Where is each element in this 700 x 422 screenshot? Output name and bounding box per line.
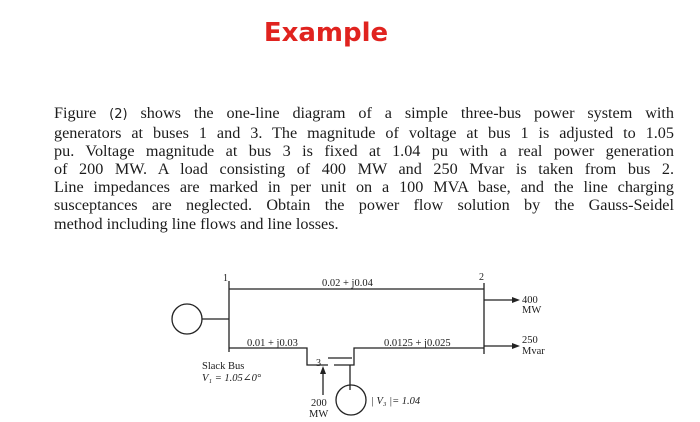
gen-3-p-value: 200 [311,398,327,409]
paragraph-line-start: Figure [54,104,110,122]
line-2-3 [334,348,484,365]
load-q-arrowhead-icon [512,343,520,349]
paragraph-line: method including line flows and line losses. [54,214,339,233]
paragraph-line: Line impedances are marked in per unit on a 100 MVA base, and the line charging [54,178,674,197]
impedance-1-2: 0.02 + j0.04 [322,278,373,289]
slack-bus-label: Slack Bus [202,361,245,372]
load-p-unit: MW [522,305,542,316]
paragraph-line: pu. Voltage magnitude at bus 3 is fixed at 1.04 pu with a real power generation [54,142,674,161]
load-p-value: 400 [522,295,538,306]
paragraph-line: generators at buses 1 and 3. The magnitude of voltage at bus 1 is adjusted to 1.05 [54,124,674,143]
generator-3-icon [336,385,366,415]
load-q-unit: Mvar [522,346,545,357]
impedance-1-3: 0.01 + j0.03 [247,338,298,349]
bus-2-label: 2 [479,272,484,283]
bus-3-label: 3 [316,358,321,369]
paragraph-line: of 200 MW. A load consisting of 400 MW and 250 Mvar is taken from bus 2. [54,160,674,179]
slack-bus-voltage: V₁ = 1.05∠0° [202,373,262,384]
bus-3-voltage: | V₃ |= 1.04 [371,396,421,407]
load-p-arrowhead-icon [512,297,520,303]
impedance-2-3: 0.0125 + j0.025 [384,338,451,349]
load-q-value: 250 [522,335,538,346]
paragraph-line: susceptances are neglected. Obtain the power flow solution by the Gauss-Seidel [54,196,674,215]
paragraph-line-end: shows the one-line diagram of a simple three-bus power system with [127,104,674,122]
generator-1-icon [172,304,202,334]
slide-title: Example [263,18,389,48]
bus-1-label: 1 [223,273,228,284]
gen-3-p-unit: MW [309,409,329,420]
figure-reference: (2) [109,107,128,122]
